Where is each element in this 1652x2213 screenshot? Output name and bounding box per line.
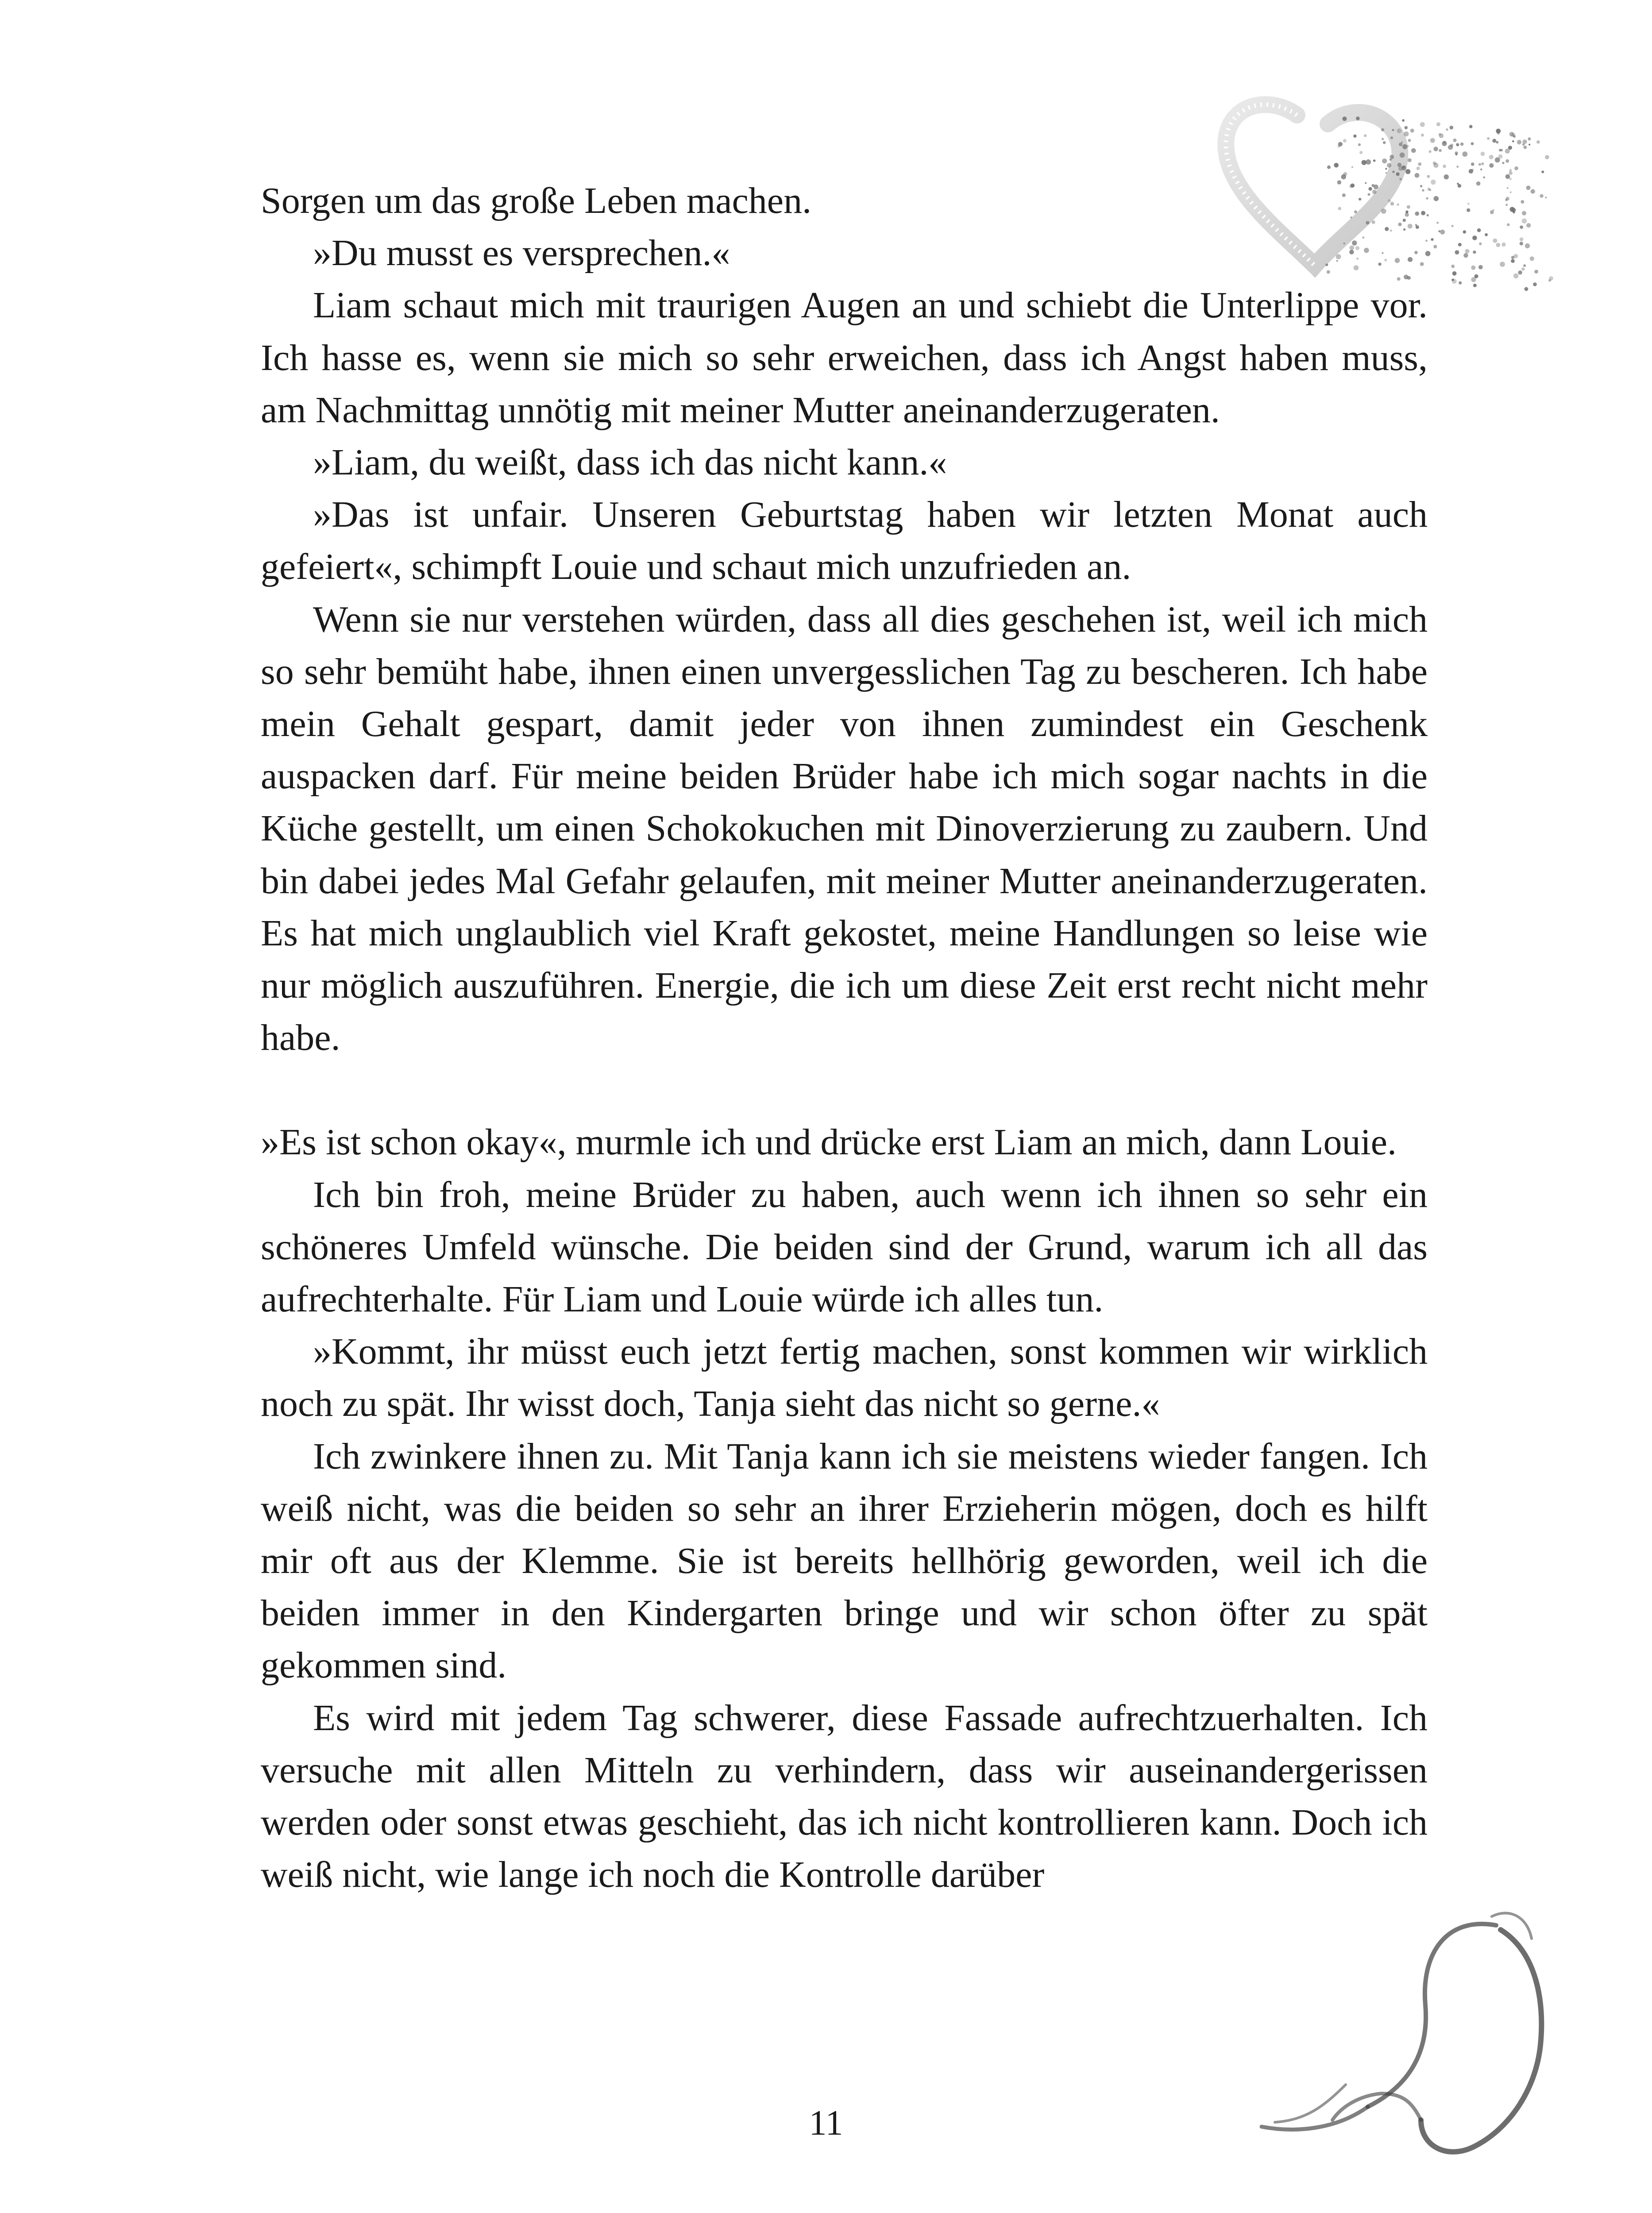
paragraph: »Kommt, ihr müsst euch jetzt fertig machen, sonst kommen wir wirklich noch zu spät. Ihr wisst doch, Tanja sieht das nicht so gerne.« <box>261 1331 1428 1425</box>
paragraph: »Liam, du weißt, dass ich das nicht kann.« <box>313 442 947 483</box>
paragraph: Wenn sie nur verstehen würden, dass all dies geschehen ist, weil ich mich so sehr bemüht habe, ihnen einen unvergesslichen Tag zu bescheren. Ich habe mein Gehalt gespart, damit jeder von ihnen zumindest ein Geschenk auspacken darf. Für meine beiden Brüder habe ich mich sogar nachts in die Küche gestellt, um einen Schokokuchen mit Dinoverzierung zu zaubern. Und bin dabei jedes Mal Gefahr gelaufen, mit meiner Mutter aneinanderzugeraten. Es hat mich unglaublich viel Kraft gekostet, meine Handlungen so leise wie nur möglich auszuführen. Energie, die ich um diese Zeit erst recht nicht mehr habe. <box>261 598 1428 1059</box>
brush-sketch-icon <box>1235 1899 1554 2173</box>
paragraph: »Das ist unfair. Unseren Geburtstag haben wir letzten Monat auch gefeiert«, schimpft Louie und schaut mich unzufrieden an. <box>261 494 1428 588</box>
body-text <box>261 175 1428 1901</box>
paragraph: Liam schaut mich mit traurigen Augen an und schiebt die Unterlippe vor. Ich hasse es, wenn sie mich so sehr erweichen, dass ich Angst haben muss, am Nachmittag unnötig mit meiner Mutter aneinanderzugeraten. <box>261 285 1428 431</box>
paragraph: Ich zwinkere ihnen zu. Mit Tanja kann ich sie meistens wieder fangen. Ich weiß nicht, was die beiden so sehr an ihrer Erzieherin mögen, doch es hilft mir oft aus der Klemme. Sie ist bereits hellhörig geworden, weil ich die beiden immer in den Kindergarten bringe und wir schon öfter zu spät gekommen sind. <box>261 1435 1428 1686</box>
section-break <box>261 1064 1428 1116</box>
paragraph: »Es ist schon okay«, murmle ich und drücke erst Liam an mich, dann Louie. <box>261 1122 1397 1163</box>
paragraph: »Du musst es versprechen.« <box>313 232 730 274</box>
page-number: 11 <box>809 2104 843 2143</box>
paragraph: Sorgen um das große Leben machen. <box>261 180 812 221</box>
paragraph: Es wird mit jedem Tag schwerer, diese Fassade aufrechtzuerhalten. Ich versuche mit allen Mitteln zu verhindern, dass wir auseinandergerissen werden oder sonst etwas geschieht, das ich nicht kontrollieren kann. Doch ich weiß nicht, wie lange ich noch die Kontrolle darüber <box>261 1697 1428 1896</box>
paragraph: Ich bin froh, meine Brüder zu haben, auch wenn ich ihnen so sehr ein schöneres Umfeld wünsche. Die beiden sind der Grund, warum ich all das aufrechterhalte. Für Liam und Louie würde ich alles tun. <box>261 1174 1428 1320</box>
